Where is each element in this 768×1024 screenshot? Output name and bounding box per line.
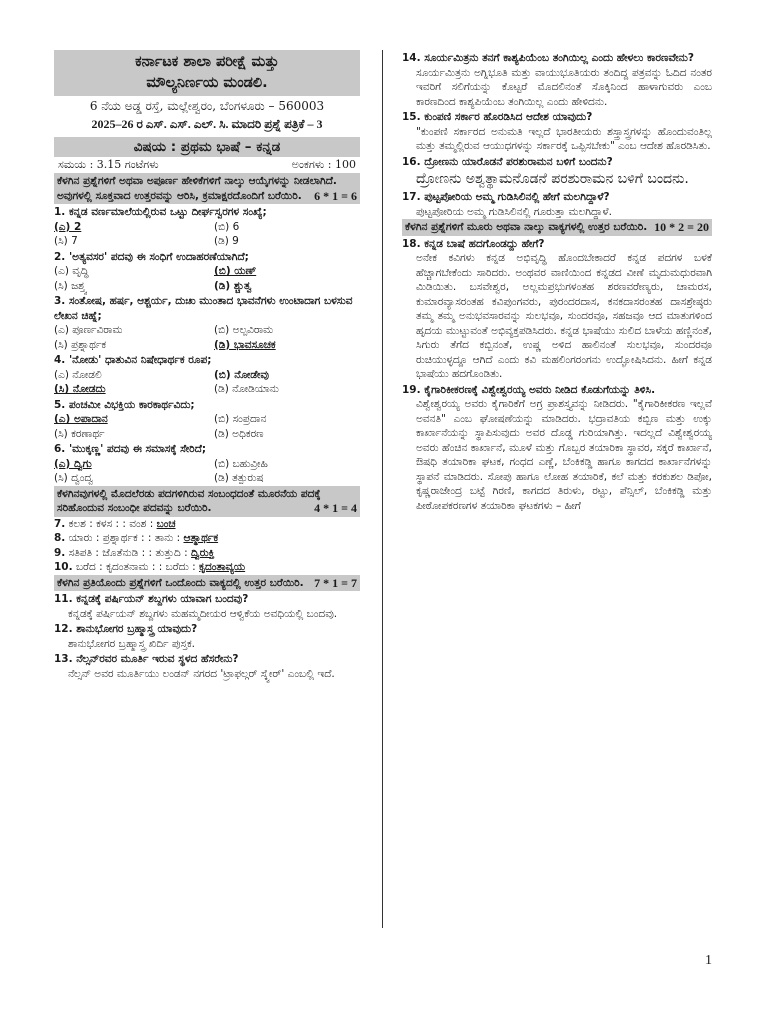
column-divider [382, 50, 383, 928]
mcq-item [54, 250, 360, 294]
mcq-option-a: (ಎ) ಪೂರ್ಣವಿರಾಮ [54, 324, 123, 336]
short-answer: ನೆಲ್ಸನ್ ಅವರ ಮೂರ್ತಿಯು ಲಂಡನ್ ನಗರದ 'ಟ್ರಾಫಲ್ಗರ್ ಸ್ಕ್ವೇರ್' ಎಂಬಲ್ಲಿ ಇದೆ. [68, 667, 335, 680]
analogy-answer: ಆತ್ಮಾರ್ಥಕ [183, 532, 219, 544]
mcq-option-d: (ಡಿ) 9 [214, 235, 239, 247]
short-question: 12. ಶಾನುಭೋಗರ ಬ್ರಹ್ಮಾಸ್ತ್ರ ಯಾವುದು? [54, 623, 198, 635]
mcq-option-d: (ಡಿ) ನೋಡಿಯಾನು [214, 383, 279, 395]
short-answer: ಸೂರ್ಯಮಿತ್ರನು ಅಗ್ನಿಭೂತಿ ಮತ್ತು ವಾಯುಭೂತಿಯರು ತಂದಿದ್ದ ಪತ್ರವನ್ನು ಓದಿದ ನಂತರ ಇವರಿಗೆ ಸಲಿಗೆಯನ್ನು ಕೊಟ್ಟರೆ ಮೊದಲಿನಂತೆ ಸೊಕ್ಕಿನಿಂದ ಹಾಳಾಗುವರು ಎಂಬ ಕಾರಣದಿಂದ ಕಾಶ್ಯಪಿಯೆಂಬ ತಂಗಿಯಿಲ್ಲ ಎಂದು ಹೇಳಿದನು. [416, 66, 712, 108]
long-question: 19. ಕೈಗಾರಿಕೀಕರಣಕ್ಕೆ ವಿಶ್ವೇಶ್ವರಯ್ಯ ಅವರು ನೀಡಿದ ಕೊಡುಗೆಯನ್ನು ತಿಳಿಸಿ. [402, 383, 656, 396]
short-answer: ದ್ರೋಣನು ಅಶ್ವತ್ಥಾಮನೊಡನೆ ಪರಶುರಾಮನ ಬಳಿಗೆ ಬಂದನು. [416, 171, 689, 187]
mcq-option-c: (ಸಿ) ಪ್ರಶ್ನಾರ್ಥಕ [54, 338, 107, 351]
section-4-text: ಕೆಳಗಿನ ಪ್ರಶ್ನೆಗಳಿಗೆ ಮೂರು ಅಥವಾ ನಾಲ್ಕು ವಾಕ್ಯಗಳಲ್ಲಿ ಉತ್ತರ ಬರೆಯಿರಿ. [405, 221, 648, 233]
subject-title: ವಿಷಯ : ಪ್ರಥಮ ಭಾಷೆ – ಕನ್ನಡ [54, 137, 360, 157]
section-4-marks: 10 * 2 = 20 [654, 220, 709, 234]
section-3-marks: 7 * 1 = 7 [314, 575, 357, 590]
mcq-option-b: (ಬಿ) ಸಂಪ್ರದಾನ [214, 413, 267, 425]
short-question: 15. ಕುಂಪಣಿ ಸರ್ಕಾರ ಹೊರಡಿಸಿದ ಆದೇಶ ಯಾವುದು? [402, 111, 593, 123]
mcq-option-d: (ಡಿ) ಅಧಿಕರಣ [214, 427, 264, 440]
mcq-option-b: (ಬಿ) ಬಹುವ್ರೀಹಿ [214, 457, 268, 470]
mcq-item [54, 353, 360, 397]
analogy-item: 10. ಬರೆದ : ಕೃದಂತನಾಮ : : ಬರೆದು : ಕೃದಂತಾವ್ಯಯ [54, 561, 246, 573]
exam-marks: ಅಂಕಗಳು : 100 [291, 158, 356, 171]
long-answer: ಅನೇಕ ಕವಿಗಳು ಕನ್ನಡ ಅಭಿವೃದ್ಧಿ ಹೊಂದಬೇಕಾದರೆ ಕನ್ನಡ ಪದಗಳ ಬಳಕೆ ಹೆಚ್ಚಾಗಬೇಕೆಂದು ಸಾರಿದರು. ಅಂಥವರ ವಾಣಿಯಿಂದ ಕನ್ನಡದ ವೀಣೆ ಮೃದುಮಧುರವಾಗಿ ಮಿಡಿಯಿತು. ಬಸವೇಶ್ವರ, ಅಲ್ಲಮಪ್ರಭುಗಳಂತಹ ಶರಣವರೇಣ್ಯರು, ಚಾಮರಸ, ಕುಮಾರವ್ಯಾಸರಂತಹ ಕವಿಪುಂಗವರು, ಪುರಂದರದಾಸ, ಕನಕದಾಸರಂತಹ ದಾಸಶ್ರೇಷ್ಠರು ತಮ್ಮ ತಮ್ಮ ಅನುಭವಸಾರವನ್ನು ಸುಲಭವೂ, ಸುಂದರವೂ, ಸಹಜವೂ ಆದ ಮಾತುಗಳಿಂದ ಹೃದಯ ಮುಟ್ಟುವಂತೆ ಅಭಿವ್ಯಕ್ತಪಡಿಸಿದರು. ಕನ್ನಡ ಭಾಷೆಯು ಸುಲಿದ ಬಾಳೆಯ ಹಣ್ಣಿನಂತೆ, ಸಿಗುರು ತೆಗೆದ ಕಬ್ಬಿನಂತೆ, ಉಷ್ಣ ಅಳಿದ ಹಾಲಿನಂತೆ ಸುಲಭವೂ, ಸುಂದರವೂ ರುಚಿಯುಳ್ಳದ್ದೂ ಆಗಿದೆ ಎಂದು ಕವಿ ಮಹಲಿಂಗರಂಗನು ಉದ್ಘೋಷಿಸಿದನು. ಹೀಗೆ ಕನ್ನಡ ಭಾಷೆಯು ಹದಗೊಂಡಿತು. [416, 252, 712, 380]
short-question: 14. ಸೂರ್ಯಮಿತ್ರನು ತನಗೆ ಕಾಶ್ಯಪಿಯೆಂಬ ತಂಗಿಯಿಲ್ಲ ಎಂದು ಹೇಳಲು ಕಾರಣವೇನು? [402, 52, 694, 64]
section-2-instructions [54, 486, 360, 517]
mcq-question: 5. ಪಂಚಮೀ ವಿಭಕ್ತಿಯ ಕಾರಕಾರ್ಥವಿದು; [54, 398, 195, 411]
exam-meta [54, 157, 360, 173]
short-question: 11. ಕನ್ನಡಕ್ಕೆ ಪರ್ಷಿಯನ್ ಶಬ್ದಗಳು ಯಾವಾಗ ಬಂದವು? [54, 593, 249, 605]
mcq-option-c: (ಸಿ) ಕರಣಾರ್ಥ [54, 427, 105, 440]
mcq-option-c: (ಸಿ) 7 [54, 235, 78, 247]
section-1-text: ಕೆಳಗಿನ ಪ್ರಶ್ನೆಗಳಿಗೆ ಅಥವಾ ಅಪೂರ್ಣ ಹೇಳಿಕೆಗಳಿಗೆ ನಾಲ್ಕು ಆಯ್ಕೆಗಳನ್ನು ನೀಡಲಾಗಿದೆ. ಅವುಗಳಲ್ಲಿ ಸೂಕ್ತವಾದ ಉತ್ತರವನ್ನು ಆರಿಸಿ, ಕ್ರಮಾಕ್ಷರದೊಂದಿಗೆ ಬರೆಯಿರಿ. [57, 175, 337, 202]
mcq-option-b: (ಬಿ) 6 [214, 220, 240, 233]
mcq-item [54, 442, 360, 486]
analogy-answer: ಬಂಚ [156, 517, 176, 530]
mcq-option-a: (ಎ) ವೃದ್ಧಿ [54, 265, 89, 277]
mcq-option-a: (ಎ) ದ್ವಿಗು [54, 457, 92, 470]
analogy-list [54, 517, 360, 575]
mcq-option-b: (ಬಿ) ಅಲ್ಪವಿರಾಮ [214, 324, 274, 336]
mcq-option-a: (ಎ) ಅಪಾದಾನ [54, 413, 108, 425]
mcq-option-d: (ಡಿ) ತತ್ಪುರುಷ [214, 472, 264, 484]
analogy-item: 7. ಕಲಶ : ಕಳಸ : : ವಂಶ : ಬಂಚ [54, 517, 176, 530]
exam-time: ಸಮಯ : 3.15 ಗಂಟೆಗಳು [58, 158, 159, 171]
short-answer-list [54, 592, 360, 681]
short-answer: ಪುಟ್ಟಪೋರಿಯ ಅಮ್ಮ ಗುಡಿಸಿಲಿನಲ್ಲಿ ಗೂರುತ್ತಾ ಮಲಗಿದ್ದಾಳೆ. [416, 205, 612, 218]
mcq-option-d: (ಡಿ) ಭಾವಸೂಚಕ [214, 338, 276, 351]
mcq-question: 6. 'ಮುಕ್ಕಣ್ಣ' ಪದವು ಈ ಸಮಾಸಕ್ಕೆ ಸೇರಿದೆ; [54, 443, 207, 455]
section-4-instructions [402, 219, 712, 236]
page-number: 1 [705, 953, 712, 968]
section-3-text: ಕೆಳಗಿನ ಪ್ರತಿಯೊಂದು ಪ್ರಶ್ನೆಗಳಿಗೆ ಒಂದೊಂದು ವಾಕ್ಯದಲ್ಲಿ ಉತ್ತರ ಬರೆಯಿರಿ. [57, 576, 304, 589]
mcq-item [54, 294, 360, 352]
mcq-question: 2. 'ಅತ್ಯವಸರ' ಪದವು ಈ ಸಂಧಿಗೆ ಉದಾಹರಣೆಯಾಗಿದೆ; [54, 250, 249, 263]
analogy-item: 9. ಸತಿಪತಿ : ಜೊತೆನುಡಿ : : ತುತ್ತುದಿ : ದ್ವಿರುಕ್ತಿ [54, 546, 215, 559]
short-question: 16. ದ್ರೋಣನು ಯಾರೊಡನೆ ಪರಶುರಾಮನ ಬಳಿಗೆ ಬಂದನು? [402, 155, 613, 168]
analogy-item: 8. ಯಾರು : ಪ್ರಶ್ನಾರ್ಥಕ : : ತಾನು : ಆತ್ಮಾರ್ಥಕ [54, 532, 219, 544]
long-answer: ವಿಶ್ವೇಶ್ವರಯ್ಯ ಅವರು ಕೈಗಾರಿಕೆಗೆ ಅಗ್ರ ಪ್ರಾಶಸ್ತ್ಯವನ್ನು ನೀಡಿದರು. "ಕೈಗಾರಿಕೀಕರಣ ಇಲ್ಲವೆ ಅವನತಿ" ಎಂಬ ಘೋಷಣೆಯನ್ನು ಮಾಡಿದರು. ಭದ್ರಾವತಿಯ ಕಬ್ಬಿಣ ಮತ್ತು ಉಕ್ಕು ಕಾರ್ಖಾನೆಯನ್ನು ಸ್ಥಾಪಿಸುವುದು ಅವರ ದೊಡ್ಡ ಗುರಿಯಾಗಿತ್ತು. ಇದಲ್ಲದೆ ವಿಶ್ವೇಶ್ವರಯ್ಯ ಅವರು ಹೆಂಚಿನ ಕಾರ್ಖಾನೆ, ಮೂಳೆ ಮತ್ತು ಗೊಬ್ಬರ ತಯಾರಿಕಾ ಸ್ಥಾವರ, ಸಕ್ಕರೆ ಕಾರ್ಖಾನೆ, ಔಷಧಿ ತಯಾರಿಕಾ ಘಟಕ, ಗಂಧದ ಎಣ್ಣೆ, ಬೆಂಕಿಕಡ್ಡಿ ಹಾಗೂ ಕಾಗದದ ಕಾರ್ಖಾನೆಗಳನ್ನು ಸ್ಥಾಪನೆ ಮಾಡಿದರು. ಸೋಪು ಹಾಗೂ ಲೋಹ ತಯಾರಿಕೆ, ಕಲೆ ಮತ್ತು ಕರಕುಶಲ ಡಿಪೋ, ಕೃಷ್ಣರಾಜೇಂದ್ರ ಬಟ್ಟೆ ಗಿರಣಿ, ಕಾಗದದ ತಿರುಳು, ರಟ್ಟು, ಪೆನ್ಸಿಲ್, ಬೆಂಕಿಕಡ್ಡಿ ಮತ್ತು ಪೀಠೋಪಕರಣಗಳ ತಯಾರಿಕಾ ಘಟಕಗಳು – ಹೀಗೆ [416, 398, 712, 512]
short-question: 13. ನೆಲ್ಸನ್‌ರವರ ಮೂರ್ತಿ ಇರುವ ಸ್ಥಳದ ಹೆಸರೇನು? [54, 653, 239, 665]
mcq-item [54, 398, 360, 442]
mcq-option-a: (ಎ) 2 [54, 220, 82, 233]
paper-title: 2025–26 ರ ಎಸ್. ಎಸ್. ಎಲ್. ಸಿ. ಮಾದರಿ ಪ್ರಶ್ನೆ ಪತ್ರಿಕೆ – 3 [91, 117, 323, 131]
mcq-option-a: (ಎ) ನೋಡಲಿ [54, 368, 102, 381]
section-2-text: ಕೆಳಗಿನವುಗಳಲ್ಲಿ ಮೊದಲೆರಡು ಪದಗಳಿಗಿರುವ ಸಂಬಂಧದಂತೆ ಮೂರನೆಯ ಪದಕ್ಕೆ ಸರಿಹೊಂದುವ ಸಂಬಂಧೀ ಪದವನ್ನು ಬರೆಯಿರಿ. [57, 487, 321, 514]
mcq-option-b: (ಬಿ) ಯಣ್ [214, 265, 257, 277]
mcq-option-d: (ಡಿ) ಶ್ಚುತ್ವ [214, 279, 252, 292]
mcq-option-c: (ಸಿ) ಜಶ್ತ್ವ [54, 279, 87, 292]
analogy-answer: ಕೃದಂತಾವ್ಯಯ [199, 561, 246, 573]
board-header [54, 50, 360, 96]
board-name-line2: ಮೌಲ್ಯನಿರ್ಣಯ ಮಂಡಲಿ. [146, 75, 268, 91]
mcq-item [54, 205, 360, 249]
mcq-option-b: (ಬಿ) ನೋಡೇವು [214, 368, 269, 381]
short-answer: "ಕುಂಪಣಿ ಸರ್ಕಾರದ ಅನುಮತಿ ಇಲ್ಲದೆ ಭಾರತೀಯರು ಶಸ್ತ್ರಾಸ್ತ್ರಗಳನ್ನು ಹೊಂದುವಂತಿಲ್ಲ ಮತ್ತು ತಮ್ಮಲ್ಲಿರುವ ಆಯುಧಗಳನ್ನು ಸರ್ಕಾರಕ್ಕೆ ಒಪ್ಪಿಸಬೇಕು" ಎಂಬ ಆದೇಶ ಹೊರಡಿಸಿತು. [416, 125, 712, 152]
left-column [54, 50, 360, 681]
board-name-line1: ಕರ್ನಾಟಕ ಶಾಲಾ ಪರೀಕ್ಷೆ ಮತ್ತು [135, 54, 279, 70]
mcq-question: 3. ಸಂತೋಷ, ಹರ್ಷ, ಆಶ್ಚರ್ಯ, ದುಃಖ ಮುಂತಾದ ಭಾವನೆಗಳು ಉಂಟಾದಾಗ ಬಳಸುವ ಲೇಖನ ಚಿಹ್ನೆ; [54, 295, 353, 322]
long-question: 18. ಕನ್ನಡ ಬಾಷೆ ಹದಗೊಂಡದ್ದು ಹೇಗೆ? [402, 237, 545, 250]
mcq-question: 4. 'ನೋಡು' ಧಾತುವಿನ ನಿಷೇಧಾರ್ಥಕ ರೂಪ; [54, 354, 212, 366]
short-question: 17. ಪುಟ್ಟಪೋರಿಯ ಅಮ್ಮ ಗುಡಿಸಿಲಿನಲ್ಲಿ ಹೇಗೆ ಮಲಗಿದ್ದಾಳೆ? [402, 191, 610, 203]
right-column [402, 50, 712, 513]
mcq-option-c: (ಸಿ) ದ್ವಂದ್ವ [54, 472, 94, 484]
mcq-list [54, 205, 360, 486]
mcq-question: 1. ಕನ್ನಡ ವರ್ಣಮಾಲೆಯಲ್ಲಿರುವ ಒಟ್ಟು ದೀರ್ಘಸ್ವರಗಳ ಸಂಖ್ಯೆ; [54, 206, 267, 218]
short-answer: ಶಾನುಭೋಗರ ಬ್ರಹ್ಮಾಸ್ತ್ರ ಖಿರ್ದಿ ಪುಸ್ತಕ. [68, 637, 196, 650]
section-1-instructions [54, 173, 360, 204]
board-address: 6 ನೆಯ ಅಡ್ಡ ರಸ್ತೆ, ಮಲ್ಲೇಶ್ವರಂ, ಬೆಂಗಳೂರು – 560003 [89, 99, 325, 113]
section-3-instructions [54, 575, 360, 592]
section-2-marks: 4 * 1 = 4 [314, 501, 357, 515]
short-answer: ಕನ್ನಡಕ್ಕೆ ಪರ್ಷಿಯನ್ ಶಬ್ದಗಳು ಮಹಮ್ಮದೀಯರ ಆಳ್ವಿಕೆಯ ಅವಧಿಯಲ್ಲಿ ಬಂದವು. [68, 607, 338, 620]
section-1-marks: 6 * 1 = 6 [314, 188, 357, 203]
mcq-option-c: (ಸಿ) ನೋಡದು [54, 383, 106, 395]
analogy-answer: ದ್ವಿರುಕ್ತಿ [191, 546, 215, 559]
